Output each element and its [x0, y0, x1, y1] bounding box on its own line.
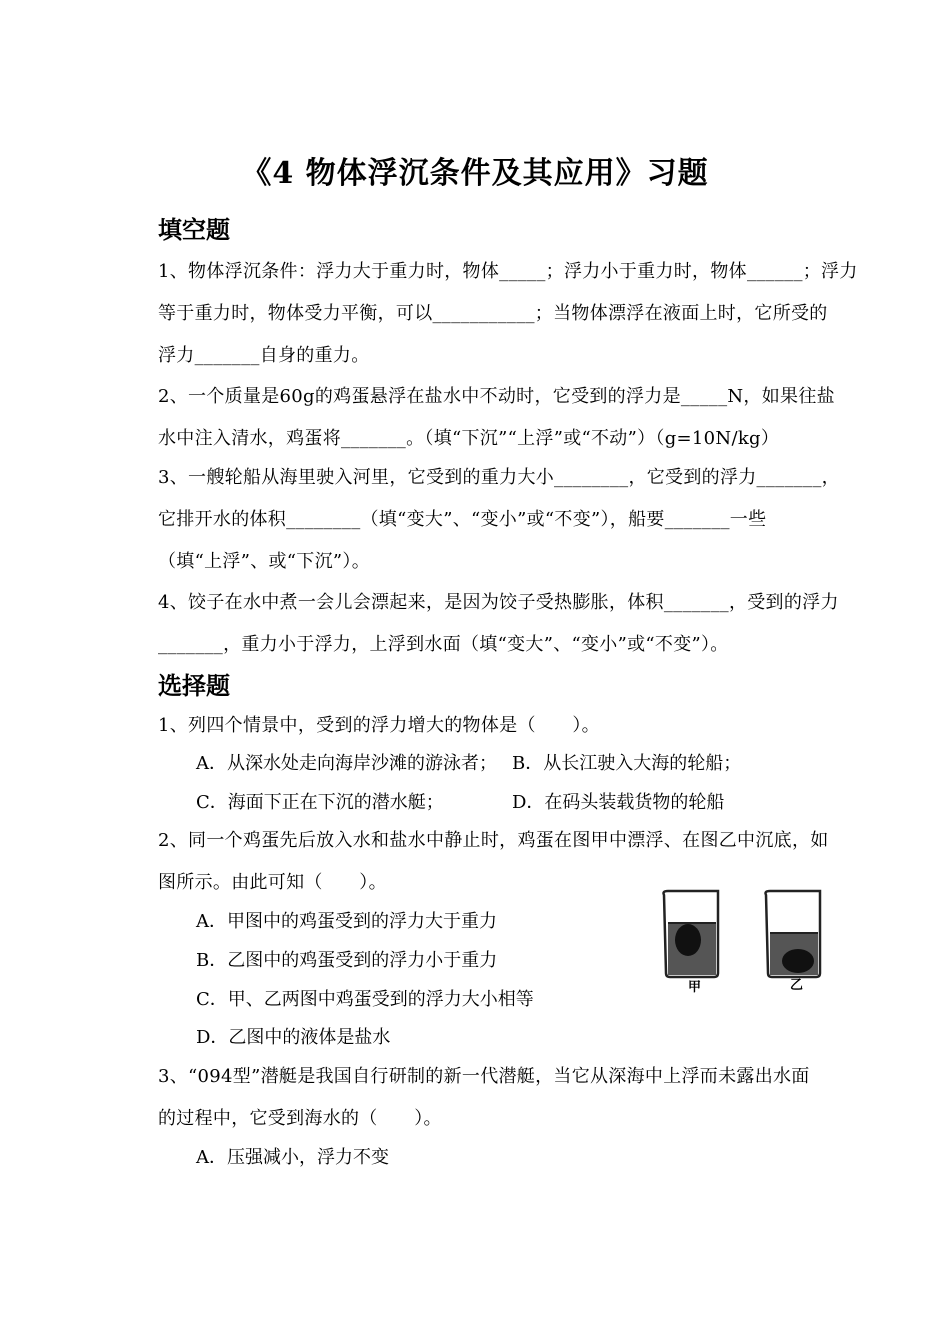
choice-q1-stem: 1、列四个情景中，受到的浮力增大的物体是（ ）。: [158, 715, 600, 736]
egg-sunk: [782, 949, 814, 973]
choice-q2-option-d: D．乙图中的液体是盐水: [196, 1027, 391, 1048]
fill-q2-line1: 2、一个质量是60g的鸡蛋悬浮在盐水中不动时，它受到的浮力是_____N，如果往盐: [158, 386, 835, 407]
fill-q1-line1: 1、物体浮沉条件：浮力大于重力时，物体_____；浮力小于重力时，物体______；浮力: [158, 261, 858, 282]
choice-q1-option-c: C．海面下正在下沉的潜水艇；: [196, 792, 444, 813]
choice-q3-line1: 3、“094型”潜艇是我国自行研制的新一代潜艇，当它从深海中上浮而未露出水面: [158, 1066, 810, 1087]
beaker-jia: [664, 891, 719, 977]
choice-q2-line1: 2、同一个鸡蛋先后放入水和盐水中静止时，鸡蛋在图甲中漂浮、在图乙中沉底，如: [158, 830, 829, 851]
choice-q1-option-a: A．从深水处走向海岸沙滩的游泳者；: [196, 753, 497, 774]
choice-q2-option-c: C．甲、乙两图中鸡蛋受到的浮力大小相等: [196, 989, 534, 1010]
figure-label-yi: 乙: [790, 978, 804, 993]
choice-q1-option-b: B．从长江驶入大海的轮船；: [512, 753, 742, 774]
fill-q1-line3: 浮力_______自身的重力。: [158, 345, 370, 366]
section-heading-fill: 填空题: [158, 216, 230, 244]
figure-label-jia: 甲: [688, 980, 702, 995]
choice-q2-option-a: A．甲图中的鸡蛋受到的浮力大于重力: [196, 911, 497, 932]
fill-q3-line1: 3、一艘轮船从海里驶入河里，它受到的重力大小________，它受到的浮力_______，: [158, 467, 840, 488]
section-heading-choice: 选择题: [158, 672, 230, 700]
page-title: 《4 物体浮沉条件及其应用》习题: [241, 156, 709, 191]
egg-floating: [675, 924, 701, 956]
fill-q4-line1: 4、饺子在水中煮一会儿会漂起来，是因为饺子受热膨胀，体积_______，受到的浮力: [158, 592, 839, 613]
fill-q3-line2: 它排开水的体积________（填“变大”、“变小”或“不变”），船要_______一些: [158, 509, 767, 530]
beaker-yi: [766, 891, 821, 977]
fill-q2-line2: 水中注入清水，鸡蛋将_______。（填“下沉”“上浮”或“不动”）（g=10N/kg）: [158, 428, 780, 449]
choice-q1-option-d: D．在码头装载货物的轮船: [512, 792, 725, 813]
choice-q3-option-a: A．压强减小，浮力不变: [196, 1147, 389, 1168]
fill-q4-line2: _______，重力小于浮力，上浮到水面（填“变大”、“变小”或“不变”）。: [158, 634, 729, 655]
choice-q2-line2: 图所示。由此可知（ ）。: [158, 872, 387, 893]
beakers-figure: [658, 885, 838, 995]
choice-q2-option-b: B．乙图中的鸡蛋受到的浮力小于重力: [196, 950, 498, 971]
fill-q1-line2: 等于重力时，物体受力平衡，可以___________；当物体漂浮在液面上时，它所受的: [158, 303, 828, 324]
fill-q3-line3: （填“上浮”、或“下沉”）。: [158, 551, 371, 572]
choice-q3-line2: 的过程中，它受到海水的（ ）。: [158, 1108, 442, 1129]
